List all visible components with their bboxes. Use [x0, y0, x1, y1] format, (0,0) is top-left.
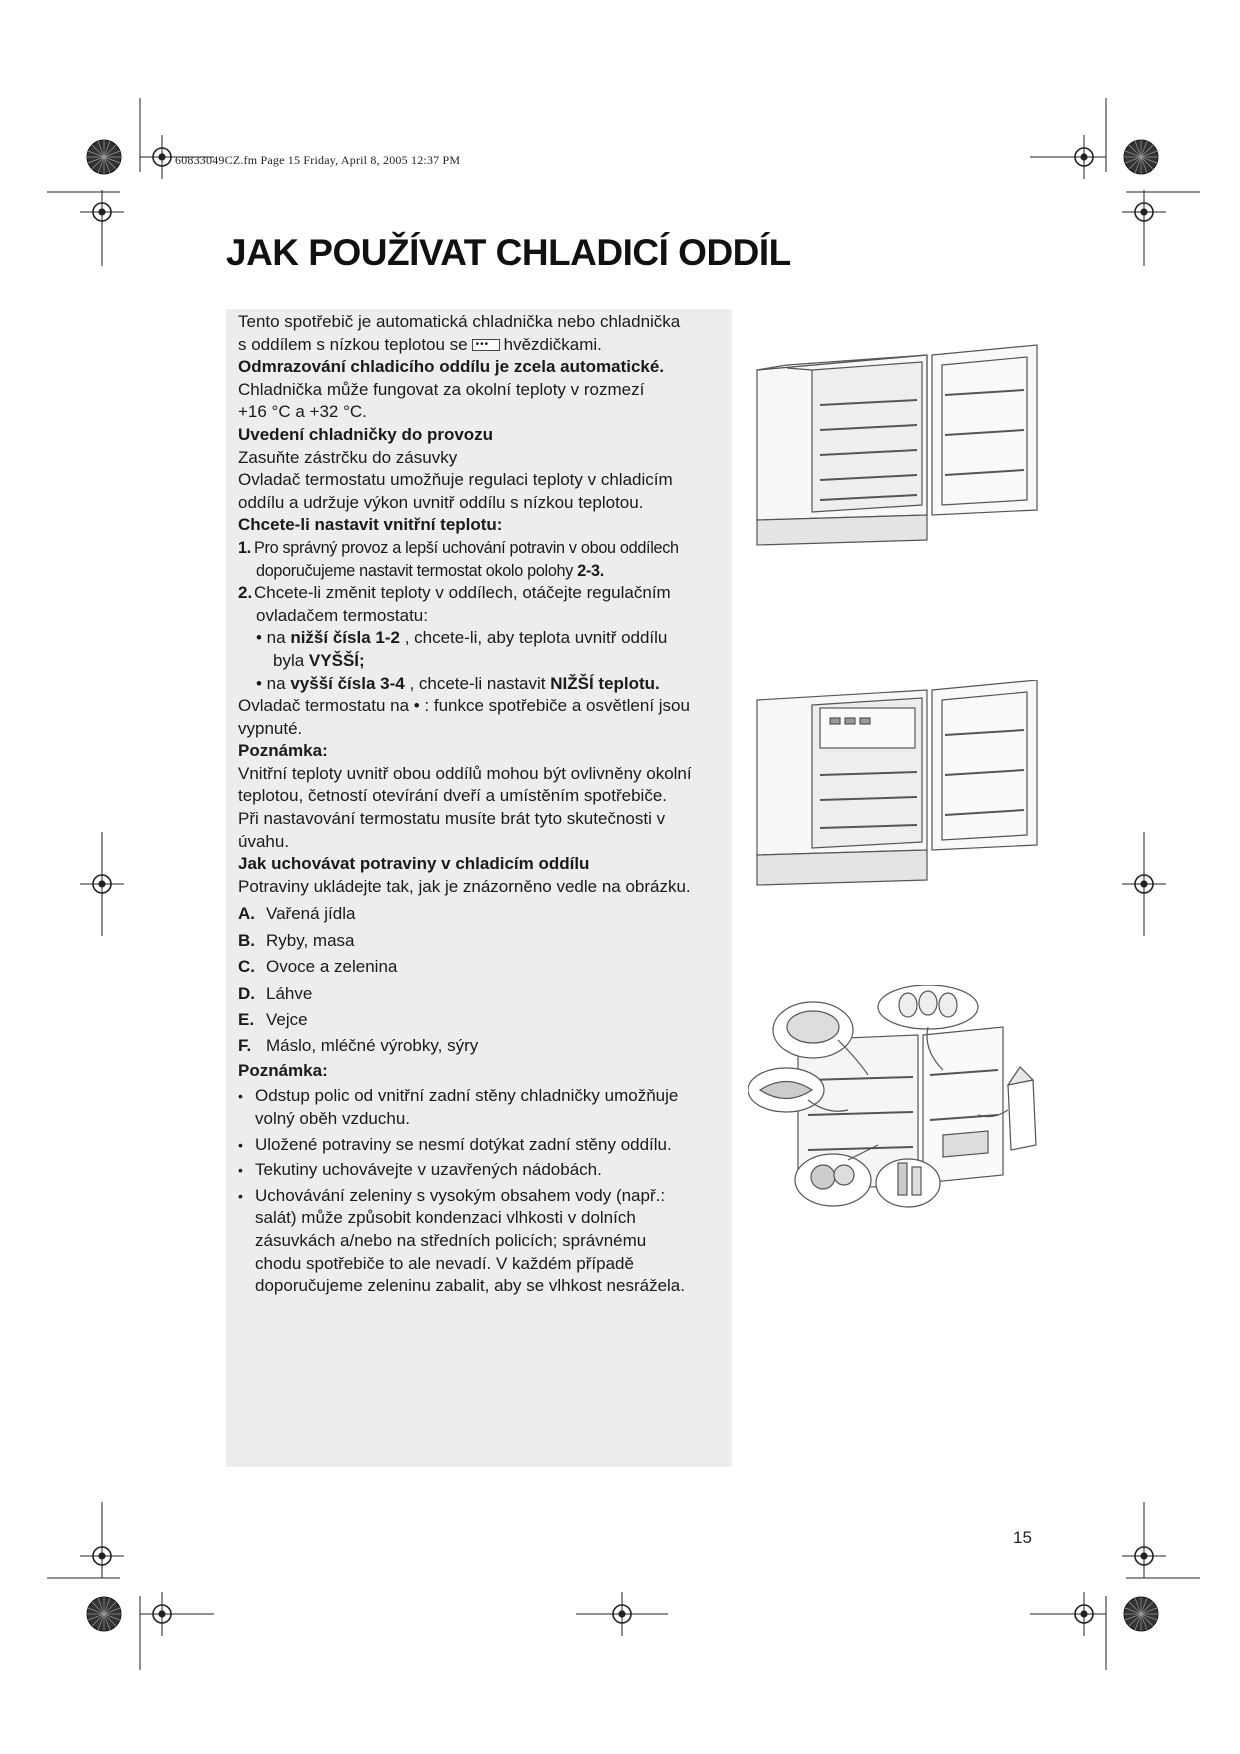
sub-bold: VYŠŠÍ;: [308, 650, 365, 670]
bullet-text: salát) může způsobit kondenzaci vlhkosti v dolních: [255, 1208, 636, 1228]
list-item: [238, 1033, 728, 1059]
sub-item: [238, 673, 728, 696]
sub-text: , chcete-li, aby teplota uvnitř oddílu: [404, 628, 668, 648]
note-heading: Poznámka:: [238, 741, 328, 761]
item-key: A.: [238, 904, 255, 924]
intro-text: s oddílem s nízkou teplotou se: [238, 334, 468, 354]
sub-text: , chcete-li nastavit: [409, 673, 546, 693]
text-content: [238, 311, 728, 1298]
intro-text: hvězdičkami.: [503, 334, 602, 354]
fridge-illustration-1: [752, 340, 1042, 555]
item-text: Vařená jídla: [266, 904, 356, 924]
startup-line: Ovladač termostatu umožňuje regulaci teploty v chladicím: [238, 470, 673, 490]
intro-line: [238, 334, 728, 357]
bullet-text: Uložené potraviny se nesmí dotýkat zadní stěny oddílu.: [255, 1134, 672, 1154]
item-text: Pro správný provoz a lepší uchování potravin v obou oddílech: [254, 538, 679, 557]
ambient-line: +16 °C a +32 °C.: [238, 402, 367, 422]
numbered-item: [238, 537, 728, 560]
item-text: doporučujeme nastavit termostat okolo polohy: [256, 561, 574, 580]
list-item: [238, 1007, 728, 1033]
bullet-icon: •: [238, 1136, 243, 1153]
item-text: ovladačem termostatu:: [256, 605, 428, 625]
item-text: Láhve: [266, 983, 313, 1003]
sub-text: • na: [256, 628, 286, 648]
sub-bold: vyšší čísla 3-4: [290, 673, 405, 693]
bullet-item: [238, 1159, 728, 1182]
bullet-icon: •: [238, 1187, 243, 1204]
bullet-item: [238, 1134, 728, 1157]
print-header: 60833049CZ.fm Page 15 Friday, April 8, 2005 12:37 PM: [175, 153, 461, 167]
item-text: [238, 560, 728, 583]
note-line: Při nastavování termostatu musíte brát tyto skutečnosti v: [238, 809, 666, 829]
bullet-text: Uchovávání zeleniny s vysokým obsahem vody (např.:: [255, 1185, 666, 1205]
bullet-text: Odstup polic od vnitřní zadní stěny chladničky umožňuje: [255, 1086, 679, 1106]
storage-line: Potraviny ukládejte tak, jak je znázorněno vedle na obrázku.: [238, 876, 691, 896]
list-item: [238, 981, 728, 1007]
item-number: 1.: [238, 538, 251, 557]
item-bold: 2-3.: [577, 561, 604, 580]
food-list: [238, 901, 728, 1059]
item-text: Chcete-li změnit teploty v oddílech, otáčejte regulačním: [254, 583, 671, 603]
sub-bold: nižší čísla 1-2: [290, 628, 400, 648]
note-line: teplotou, četností otevírání dveří a umístěním spotřebiče.: [238, 786, 668, 806]
numbered-item: [238, 582, 728, 605]
off-line: Ovladač termostatu na • : funkce spotřebiče a osvětlení jsou: [238, 696, 690, 716]
fridge-illustration-2: [752, 680, 1042, 895]
item-text: Vejce: [266, 1009, 308, 1029]
bullet-text: chodu spotřebiče to ale nevadí. V každém případě: [255, 1253, 634, 1273]
page-number: 15: [1013, 1528, 1032, 1547]
bullet-text: zásuvkách a/nebo na středních policích; správnému: [255, 1230, 647, 1250]
item-key: C.: [238, 957, 255, 977]
defrost-note: Odmrazování chladicího oddílu je zcela automatické.: [238, 357, 665, 377]
list-item: [238, 928, 728, 954]
bullet-text: Tekutiny uchovávejte v uzavřených nádobách.: [255, 1160, 602, 1180]
list-item: [238, 901, 728, 927]
item-key: B.: [238, 930, 255, 950]
bullet-text: volný oběh vzduchu.: [255, 1108, 410, 1128]
startup-line: Zasuňte zástrčku do zásuvky: [238, 447, 458, 467]
intro-line: Tento spotřebič je automatická chladnička nebo chladnička: [238, 312, 681, 331]
item-text: Ryby, masa: [266, 930, 355, 950]
bullet-item: [238, 1085, 728, 1130]
food-storage-illustration: [748, 985, 1043, 1215]
note-line: Vnitřní teploty uvnitř obou oddílů mohou být ovlivněny okolní: [238, 763, 692, 783]
item-key: D.: [238, 983, 255, 1003]
stars-icon: [472, 339, 500, 351]
sub-text: byla: [273, 650, 305, 670]
set-temp-heading: Chcete-li nastavit vnitřní teplotu:: [238, 515, 503, 535]
ambient-line: Chladnička může fungovat za okolní teploty v rozmezí: [238, 379, 645, 399]
item-number: 2.: [238, 583, 253, 603]
note-line: úvahu.: [238, 831, 290, 851]
bullet-text: doporučujeme zeleninu zabalit, aby se vlhkost nesrážela.: [255, 1276, 685, 1296]
bullet-icon: •: [238, 1088, 243, 1105]
item-text: Máslo, mléčné výrobky, sýry: [266, 1036, 479, 1056]
off-line: vypnuté.: [238, 718, 303, 738]
item-key: F.: [238, 1036, 252, 1056]
startup-line: oddílu a udržuje výkon uvnitř oddílu s nízkou teplotou.: [238, 492, 644, 512]
sub-bold: NIŽŠÍ teplotu.: [550, 673, 660, 693]
page-title: JAK POUŽÍVAT CHLADICÍ ODDÍL: [226, 232, 791, 273]
startup-heading: Uvedení chladničky do provozu: [238, 424, 494, 444]
bullet-item: [238, 1185, 728, 1298]
item-text: Ovoce a zelenina: [266, 957, 398, 977]
item-key: E.: [238, 1009, 255, 1029]
bullet-icon: •: [238, 1162, 243, 1179]
storage-heading: Jak uchovávat potraviny v chladicím oddílu: [238, 854, 590, 874]
note-heading: Poznámka:: [238, 1060, 328, 1080]
sub-text: • na: [256, 673, 286, 693]
sub-item: [238, 627, 728, 650]
list-item: [238, 954, 728, 980]
sub-item: [238, 650, 728, 673]
